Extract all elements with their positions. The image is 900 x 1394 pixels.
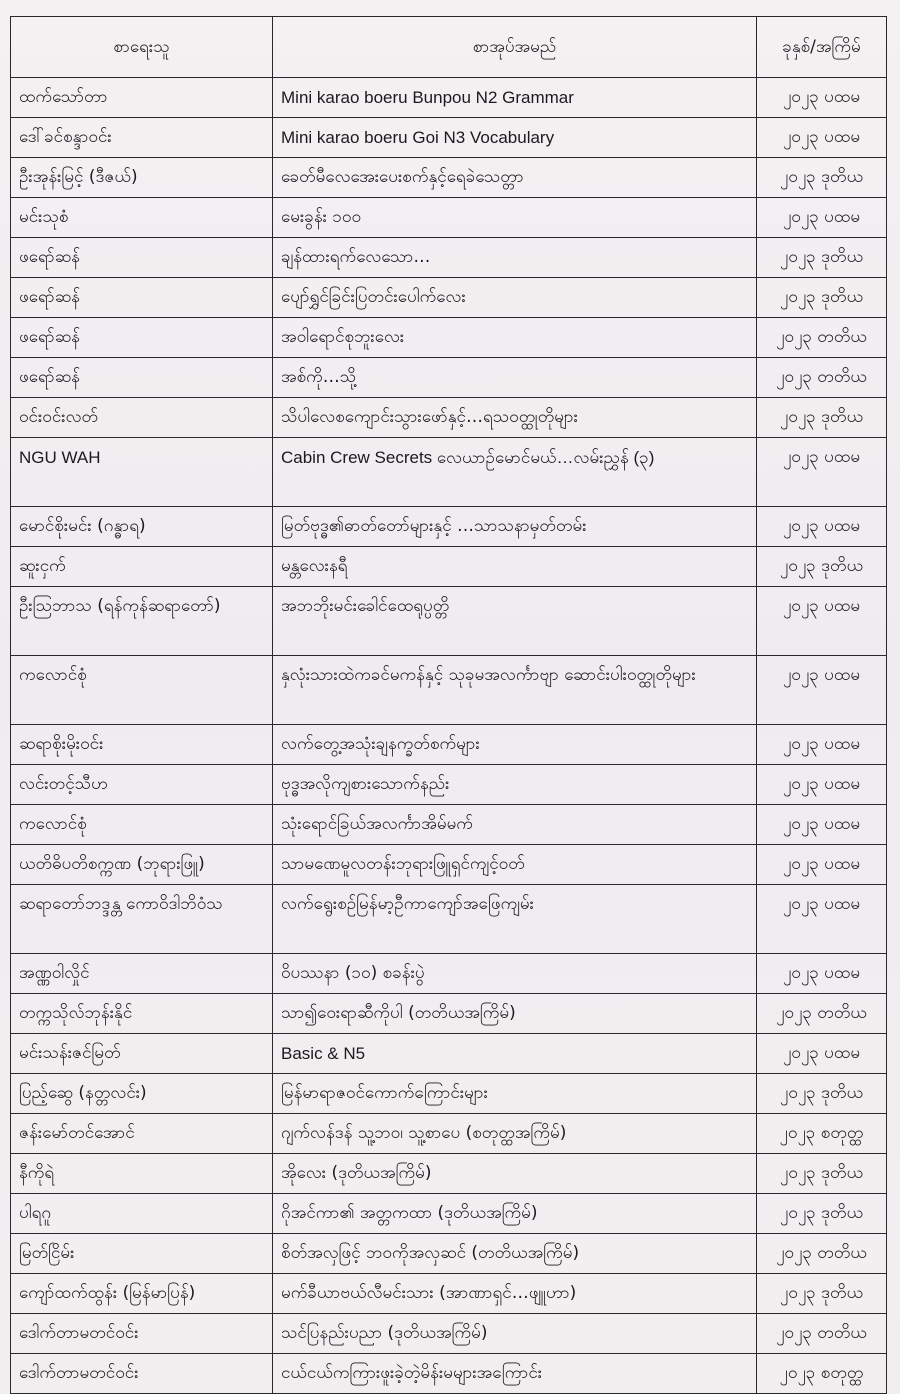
table-row xyxy=(11,1354,887,1394)
title-cell: သိပါလေစကျောင်းသွားဖော်နှင့်…ရသဝတ္ထုတိုများ xyxy=(273,398,757,438)
table-row xyxy=(11,587,887,656)
year-cell: ၂၀၂၃ စတုတ္ထ xyxy=(757,1114,887,1154)
title-cell: ချန်ထားရက်လေသော… xyxy=(273,238,757,278)
title-cell: ပျော်ရွှင်ခြင်းပြတင်းပေါက်လေး xyxy=(273,278,757,318)
year-cell: ၂၀၂၃ ပထမ xyxy=(757,885,887,954)
author-cell: ဦးဩဘာသ (ရန်ကုန်ဆရာတော်) xyxy=(11,587,273,656)
table-row xyxy=(11,1154,887,1194)
author-cell: မြတ်ငြိမ်း xyxy=(11,1234,273,1274)
year-cell: ၂၀၂၃ ဒုတိယ xyxy=(757,1274,887,1314)
title-cell: မြတ်ဗုဒ္ဓ၏ဓာတ်တော်များနှင့် …သာသနာမှတ်တမ်း xyxy=(273,507,757,547)
title-cell: အိုလေး (ဒုတိယအကြိမ်) xyxy=(273,1154,757,1194)
author-cell: ဆရာတော်ဘဒ္ဒန္တ ကောဝိဒါဘိဝံသ xyxy=(11,885,273,954)
table-row xyxy=(11,1114,887,1154)
year-cell: ၂၀၂၃ ဒုတိယ xyxy=(757,1074,887,1114)
year-cell: ၂၀၂၃ ပထမ xyxy=(757,198,887,238)
title-cell: လက်ရွေးစဉ်မြန်မာ့ဦကာကျော်အဖြေကျမ်း xyxy=(273,885,757,954)
year-cell: ၂၀၂၃ ပထမ xyxy=(757,118,887,158)
table-row xyxy=(11,198,887,238)
title-cell: ဝိပဿနာ (၁၀) စခန်းပွဲ xyxy=(273,954,757,994)
title-cell: Basic & N5 xyxy=(273,1034,757,1074)
title-cell: Mini karao boeru Goi N3 Vocabulary xyxy=(273,118,757,158)
table-row xyxy=(11,1034,887,1074)
table-row xyxy=(11,238,887,278)
table-row xyxy=(11,398,887,438)
title-cell: ဂိုအင်ကာ၏ အတ္တကထာ (ဒုတိယအကြိမ်) xyxy=(273,1194,757,1234)
table-row xyxy=(11,1274,887,1314)
table-row xyxy=(11,805,887,845)
table-row xyxy=(11,1194,887,1234)
author-cell: ဖရော်ဆန် xyxy=(11,358,273,398)
author-cell: ကလောင်စုံ xyxy=(11,805,273,845)
author-cell: ဖရော်ဆန် xyxy=(11,238,273,278)
title-cell: နှလုံးသားထဲကခင်မကန်နှင့် သုခုမအလင်္ကာဗျာ ဆောင်းပါးဝတ္ထုတိုများ xyxy=(273,656,757,725)
author-cell: မောင်စိုးမင်း (ဂန္ဓာရ) xyxy=(11,507,273,547)
year-cell: ၂၀၂၃ ဒုတိယ xyxy=(757,547,887,587)
author-cell: ကလောင်စုံ xyxy=(11,656,273,725)
author-cell: ဆရာစိုးမိုးဝင်း xyxy=(11,725,273,765)
author-cell: နီကိုရဲ xyxy=(11,1154,273,1194)
author-cell: ဒေါက်တာမတင်ဝင်း xyxy=(11,1314,273,1354)
author-cell: အဏ္ဏဝါလှိုင် xyxy=(11,954,273,994)
author-cell: ကျော်ထက်ထွန်း (မြန်မာပြန်) xyxy=(11,1274,273,1314)
author-cell: ယတိဓိပတိစက္ကဏ (ဘုရားဖြူ) xyxy=(11,845,273,885)
table-row xyxy=(11,1314,887,1354)
title-cell: အစ်ကို…သို့ xyxy=(273,358,757,398)
year-cell: ၂၀၂၃ ပထမ xyxy=(757,1034,887,1074)
title-cell: မြန်မာရာဇဝင်ကောက်ကြောင်းများ xyxy=(273,1074,757,1114)
table-row xyxy=(11,885,887,954)
title-cell: သာ၍ဝေးရာဆီကိုပါ (တတိယအကြိမ်) xyxy=(273,994,757,1034)
title-cell: စိတ်အလှဖြင့် ဘဝကိုအလှဆင် (တတိယအကြိမ်) xyxy=(273,1234,757,1274)
author-cell: ဖရော်ဆန် xyxy=(11,318,273,358)
table-row xyxy=(11,507,887,547)
year-column-header: ခုနှစ်/အကြိမ် xyxy=(757,17,887,78)
table-row xyxy=(11,118,887,158)
author-column-header: စာရေးသူ xyxy=(11,17,273,78)
author-cell: လင်းတင့်သီဟ xyxy=(11,765,273,805)
author-cell: ဝင်းဝင်းလတ် xyxy=(11,398,273,438)
book-list-table xyxy=(10,16,887,1394)
author-cell: ဇန်းမော်တင်အောင် xyxy=(11,1114,273,1154)
year-cell: ၂၀၂၃ တတိယ xyxy=(757,318,887,358)
author-cell: ထက်သော်တာ xyxy=(11,78,273,118)
title-column-header: စာအုပ်အမည် xyxy=(273,17,757,78)
table-row xyxy=(11,158,887,198)
table-row xyxy=(11,994,887,1034)
year-cell: ၂၀၂၃ တတိယ xyxy=(757,1234,887,1274)
year-cell: ၂၀၂၃ ပထမ xyxy=(757,587,887,656)
year-cell: ၂၀၂၃ ပထမ xyxy=(757,656,887,725)
table-body xyxy=(11,78,887,1394)
table-row xyxy=(11,438,887,507)
author-cell: မင်းသုစံ xyxy=(11,198,273,238)
author-cell: NGU WAH xyxy=(11,438,273,507)
title-cell: မန္တလေးနရီ xyxy=(273,547,757,587)
author-cell: ဖရော်ဆန် xyxy=(11,278,273,318)
author-cell: ဒေါ်ခင်စန္ဒာဝင်း xyxy=(11,118,273,158)
title-cell: သုံးရောင်ခြယ်အလင်္ကာအိမ်မက် xyxy=(273,805,757,845)
table-row xyxy=(11,547,887,587)
year-cell: ၂၀၂၃ ဒုတိယ xyxy=(757,238,887,278)
year-cell: ၂၀၂၃ ပထမ xyxy=(757,954,887,994)
table-header-row xyxy=(11,17,887,78)
author-cell: ဆူးငှက် xyxy=(11,547,273,587)
year-cell: ၂၀၂၃ ပထမ xyxy=(757,78,887,118)
year-cell: ၂၀၂၃ ဒုတိယ xyxy=(757,398,887,438)
table-row xyxy=(11,656,887,725)
title-cell: ငယ်ငယ်ကကြားဖူးခဲ့တဲ့မိန်းမများအကြောင်း xyxy=(273,1354,757,1394)
table-row xyxy=(11,765,887,805)
table-row xyxy=(11,358,887,398)
year-cell: ၂၀၂၃ တတိယ xyxy=(757,994,887,1034)
title-cell: ဂျက်လန်ဒန် သူ့ဘဝ၊ သူ့စာပေ (စတုတ္ထအကြိမ်) xyxy=(273,1114,757,1154)
table-row xyxy=(11,725,887,765)
title-cell: မက်ခီယာဗယ်လီမင်းသား (အာဏာရှင်…ဖျူဟာ) xyxy=(273,1274,757,1314)
title-cell: ဗုဒ္ဓအလိုကျစားသောက်နည်း xyxy=(273,765,757,805)
title-cell: Mini karao boeru Bunpou N2 Grammar xyxy=(273,78,757,118)
author-cell: ပြည့်ဆွေ (နတ္တလင်း) xyxy=(11,1074,273,1114)
author-cell: တက္ကသိုလ်ဘုန်းနိုင် xyxy=(11,994,273,1034)
table-row xyxy=(11,278,887,318)
year-cell: ၂၀၂၃ ဒုတိယ xyxy=(757,158,887,198)
year-cell: ၂၀၂၃ ပထမ xyxy=(757,845,887,885)
title-cell: မေးခွန်း ၁၀၀ xyxy=(273,198,757,238)
table-row xyxy=(11,1074,887,1114)
title-cell: လက်တွေ့အသုံးချနက္ခတ်စက်များ xyxy=(273,725,757,765)
author-cell: မင်းသန်းဇင်မြတ် xyxy=(11,1034,273,1074)
table-row xyxy=(11,954,887,994)
year-cell: ၂၀၂၃ ပထမ xyxy=(757,507,887,547)
year-cell: ၂၀၂၃ ဒုတိယ xyxy=(757,278,887,318)
title-cell: အဘဘိုးမင်းခေါင်ထေရုပ္ပတ္တိ xyxy=(273,587,757,656)
author-cell: ပါရဂူ xyxy=(11,1194,273,1234)
title-cell: သာမဏေမူလတန်းဘုရားဖြူရှင်ကျင့်ဝတ် xyxy=(273,845,757,885)
year-cell: ၂၀၂၃ ပထမ xyxy=(757,438,887,507)
year-cell: ၂၀၂၃ ပထမ xyxy=(757,765,887,805)
year-cell: ၂၀၂၃ တတိယ xyxy=(757,358,887,398)
year-cell: ၂၀၂၃ ဒုတိယ xyxy=(757,1154,887,1194)
table-row xyxy=(11,845,887,885)
title-cell: ခေတ်မီလေအေးပေးစက်နှင့်ရေခဲသေတ္တာ xyxy=(273,158,757,198)
table-row xyxy=(11,1234,887,1274)
year-cell: ၂၀၂၃ စတုတ္ထ xyxy=(757,1354,887,1394)
author-cell: ဦးအုန်းမြင့် (ဒီဇယ်) xyxy=(11,158,273,198)
title-cell: သင်ပြနည်းပညာ (ဒုတိယအကြိမ်) xyxy=(273,1314,757,1354)
title-cell: အဝါရောင်စုဘူးလေး xyxy=(273,318,757,358)
year-cell: ၂၀၂၃ တတိယ xyxy=(757,1314,887,1354)
table-row xyxy=(11,318,887,358)
year-cell: ၂၀၂၃ ပထမ xyxy=(757,725,887,765)
year-cell: ၂၀၂၃ ဒုတိယ xyxy=(757,1194,887,1234)
table-row xyxy=(11,78,887,118)
author-cell: ဒေါက်တာမတင်ဝင်း xyxy=(11,1354,273,1394)
year-cell: ၂၀၂၃ ပထမ xyxy=(757,805,887,845)
title-cell: Cabin Crew Secrets လေယာဉ်မောင်မယ်…လမ်းညွှန် (၃) xyxy=(273,438,757,507)
